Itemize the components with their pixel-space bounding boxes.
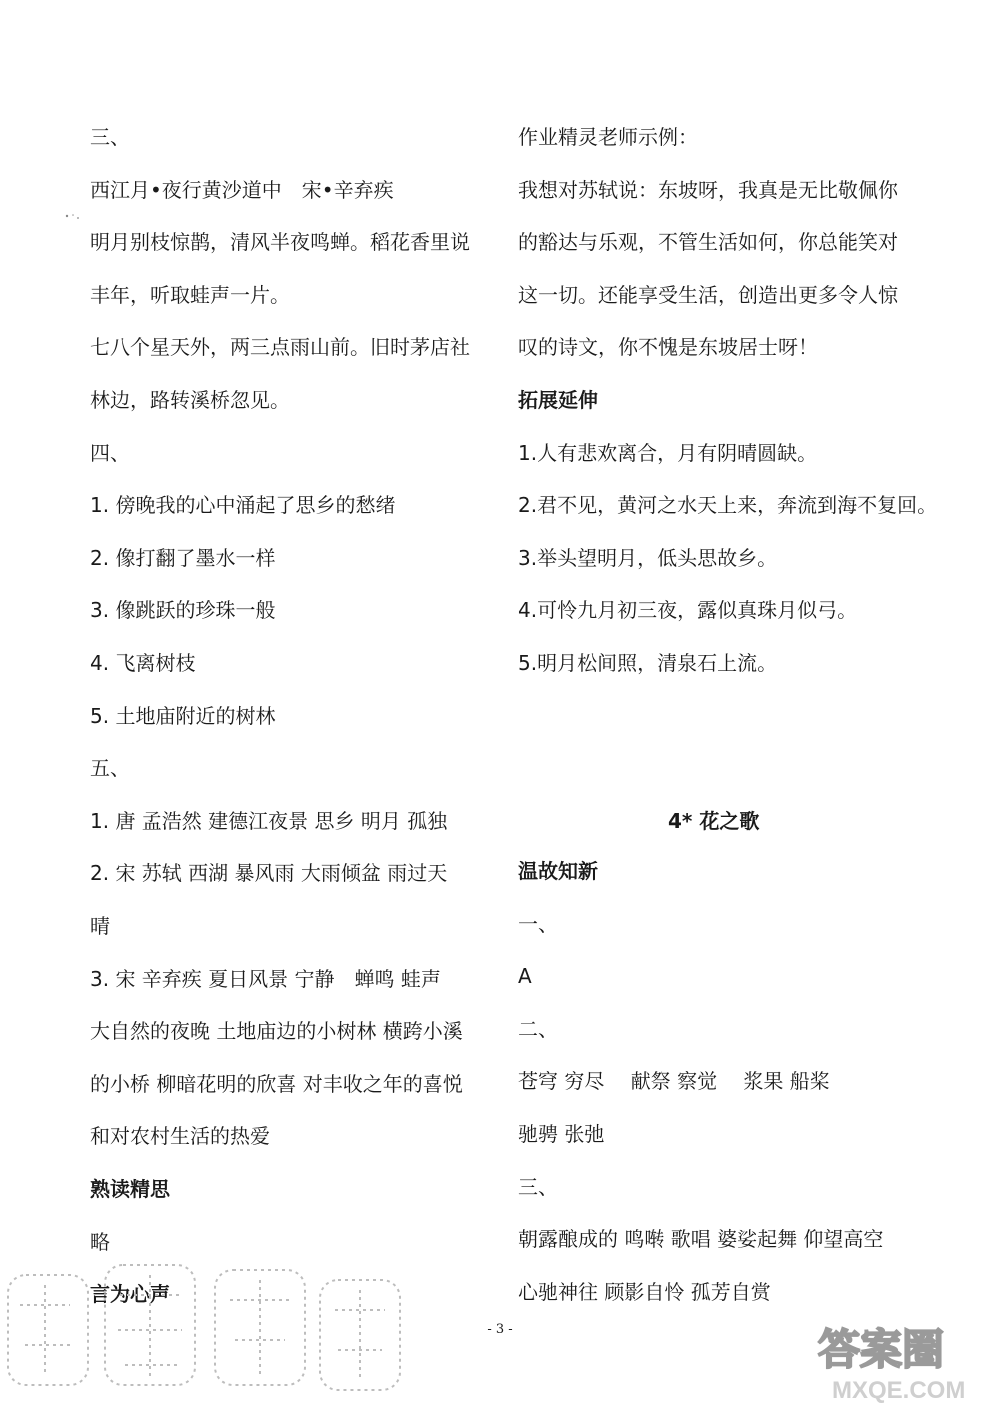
text-line: 的小桥 柳暗花明的欣喜 对丰收之年的喜悦 [90,1071,463,1096]
watermark-left-logo [0,1245,410,1405]
text-line: 丰年，听取蛙声一片。 [90,282,290,307]
text-line: 朝露酿成的 鸣啭 歌唱 婆娑起舞 仰望高空 [518,1227,884,1252]
text-line: 一、 [518,911,558,936]
text-line: 七八个星天外，两三点雨山前。旧时茅店社 [90,335,470,360]
text-line: 3. 宋 辛弃疾 夏日风景 宁静 蝉鸣 蛙声 [90,966,441,991]
text-line: 和对农村生活的热爱 [90,1124,270,1149]
ink-speck-icon [64,212,82,222]
section-heading: 温故知新 [518,859,598,883]
text-line: A [518,964,532,989]
text-line: 四、 [90,440,130,465]
section-heading: 熟读精思 [90,1177,170,1201]
section-title: 4* 花之歌 [668,809,760,833]
text-line: 的豁达与乐观，不管生活如何，你总能笑对 [518,230,898,255]
text-line: 2. 像打翻了墨水一样 [90,545,276,570]
watermark-right-text: 答案圈 [818,1326,945,1373]
text-line: 苍穹 穷尽 献祭 察觉 浆果 船桨 [518,1069,830,1094]
text-line: 三、 [90,125,130,149]
text-line: 明月别枝惊鹊，清风半夜鸣蝉。稻花香里说 [90,230,470,255]
section-heading: 拓展延伸 [518,388,598,412]
text-line: 西江月•夜行黄沙道中 宋•辛弃疾 [90,177,394,202]
text-line: 这一切。还能享受生活，创造出更多令人惊 [518,282,898,307]
page-number: - 3 - [487,1322,513,1337]
text-line: 4.可怜九月初三夜，露似真珠月似弓。 [518,598,858,623]
text-line: 我想对苏轼说：东坡呀，我真是无比敬佩你 [518,177,898,202]
text-line: 大自然的夜晚 土地庙边的小树林 横跨小溪 [90,1019,463,1044]
text-line: 驰骋 张弛 [518,1122,605,1146]
section-heading: 言为心声 [90,1282,170,1307]
text-line: 五、 [90,756,130,781]
text-line: 5. 土地庙附近的树林 [90,703,276,728]
text-line: 5.明月松间照，清泉石上流。 [518,651,778,675]
text-line: 心驰神往 顾影自怜 孤芳自赏 [518,1279,771,1304]
text-line: 1.人有悲欢离合，月有阴晴圆缺。 [518,440,818,465]
text-line: 4. 飞离树枝 [90,651,196,675]
text-line: 林边，路转溪桥忽见。 [90,388,290,412]
text-line: 3. 像跳跃的珍珠一般 [90,598,276,623]
text-line: 3.举头望明月，低头思故乡。 [518,545,778,570]
text-line: 略 [90,1229,110,1254]
text-line: 叹的诗文，你不愧是东坡居士呀！ [518,335,818,360]
watermark-right-url: MXQE.COM [832,1377,966,1404]
watermark-right-logo [812,1312,1000,1404]
text-line: 晴 [90,914,110,938]
text-line: 作业精灵老师示例： [518,125,698,149]
text-line: 二、 [518,1016,558,1041]
text-line: 三、 [518,1174,558,1199]
text-line: 1. 唐 孟浩然 建德江夜景 思乡 明月 孤独 [90,808,448,833]
text-line: 1. 傍晚我的心中涌起了思乡的愁绪 [90,493,396,518]
text-line: 2. 宋 苏轼 西湖 暴风雨 大雨倾盆 雨过天 [90,861,448,886]
text-line: 2.君不见，黄河之水天上来，奔流到海不复回。 [518,493,938,518]
